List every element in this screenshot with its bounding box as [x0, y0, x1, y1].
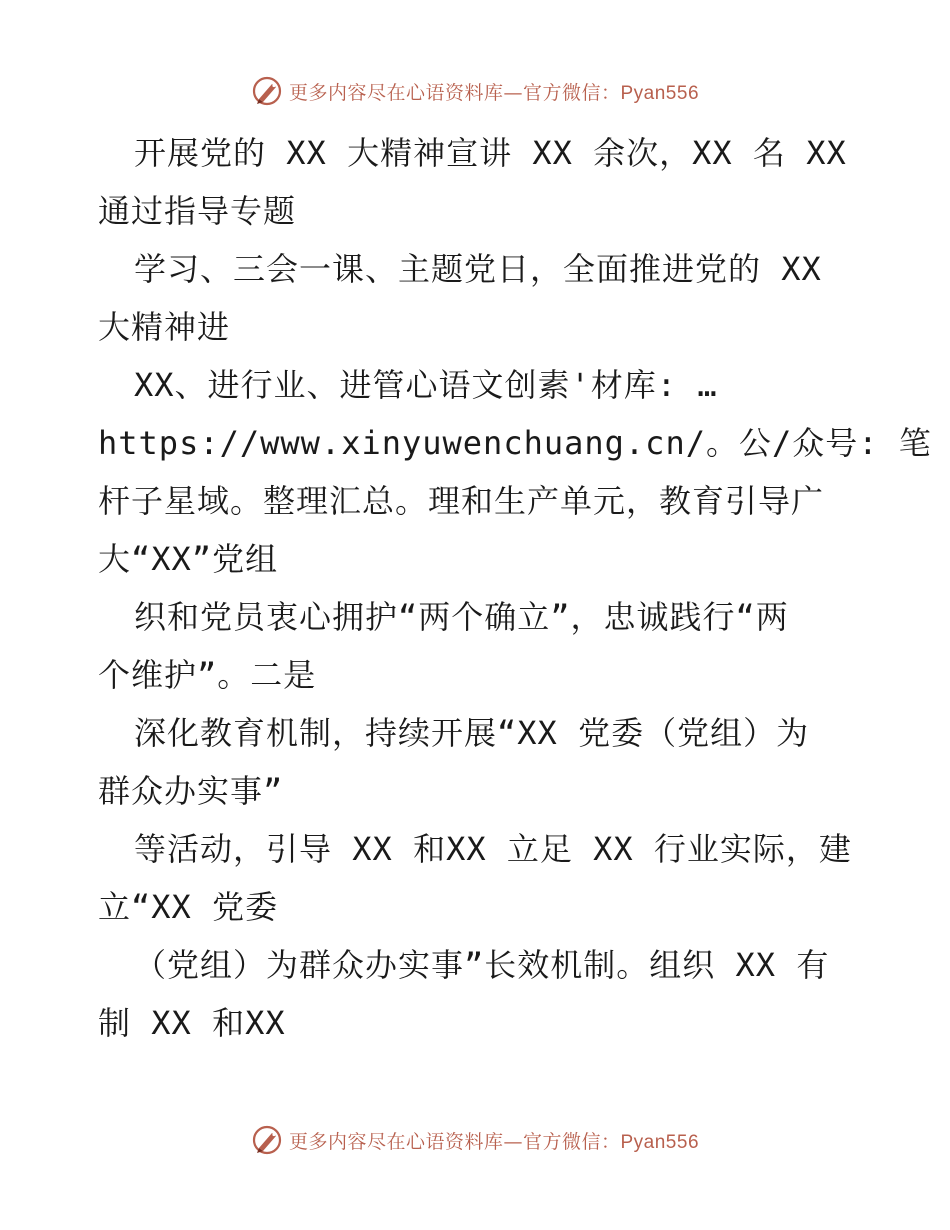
text-line: 大精神进 — [98, 308, 231, 346]
text-line: 等活动，引导 XX 和XX 立足 XX 行业实际，建 — [134, 830, 852, 868]
header-banner — [0, 71, 950, 111]
text-line: 织和党员衷心拥护“两个确立”，忠诚践行“两 — [134, 598, 789, 636]
text-line: 学习、三会一课、主题党日，全面推进党的 XX — [134, 250, 822, 288]
banner-text: 更多内容尽在心语资料库—官方微信：Pyan556 — [288, 1130, 700, 1153]
text-line: （党组）为群众办实事”长效机制。组织 XX 有 — [134, 946, 830, 984]
text-line: 制 XX 和XX — [98, 1004, 286, 1042]
text-line: 开展党的 XX 大精神宣讲 XX 余次，XX 名 XX — [134, 134, 847, 172]
text-line: 深化教育机制，持续开展“XX 党委（党组）为 — [134, 714, 810, 752]
pen-logo-icon — [251, 1124, 283, 1156]
text-line: 通过指导专题 — [98, 192, 297, 230]
banner-text: 更多内容尽在心语资料库—官方微信：Pyan556 — [288, 81, 700, 104]
document-body — [98, 124, 932, 1052]
pen-logo-icon — [251, 75, 283, 107]
text-line: 群众办实事” — [98, 772, 284, 810]
text-line: 杆子星域。整理汇总。理和生产单元，教育引导广 — [98, 482, 825, 520]
text-line: 个维护”。二是 — [98, 656, 317, 694]
text-line: 大“XX”党组 — [98, 540, 279, 578]
text-line: https://www.xinyuwenchuang.cn/。公/众号: 笔 — [98, 424, 932, 462]
text-line: XX、进行业、进管心语文创素'材库: … — [134, 366, 718, 404]
text-line: 立“XX 党委 — [98, 888, 279, 926]
footer-banner — [0, 1120, 950, 1160]
